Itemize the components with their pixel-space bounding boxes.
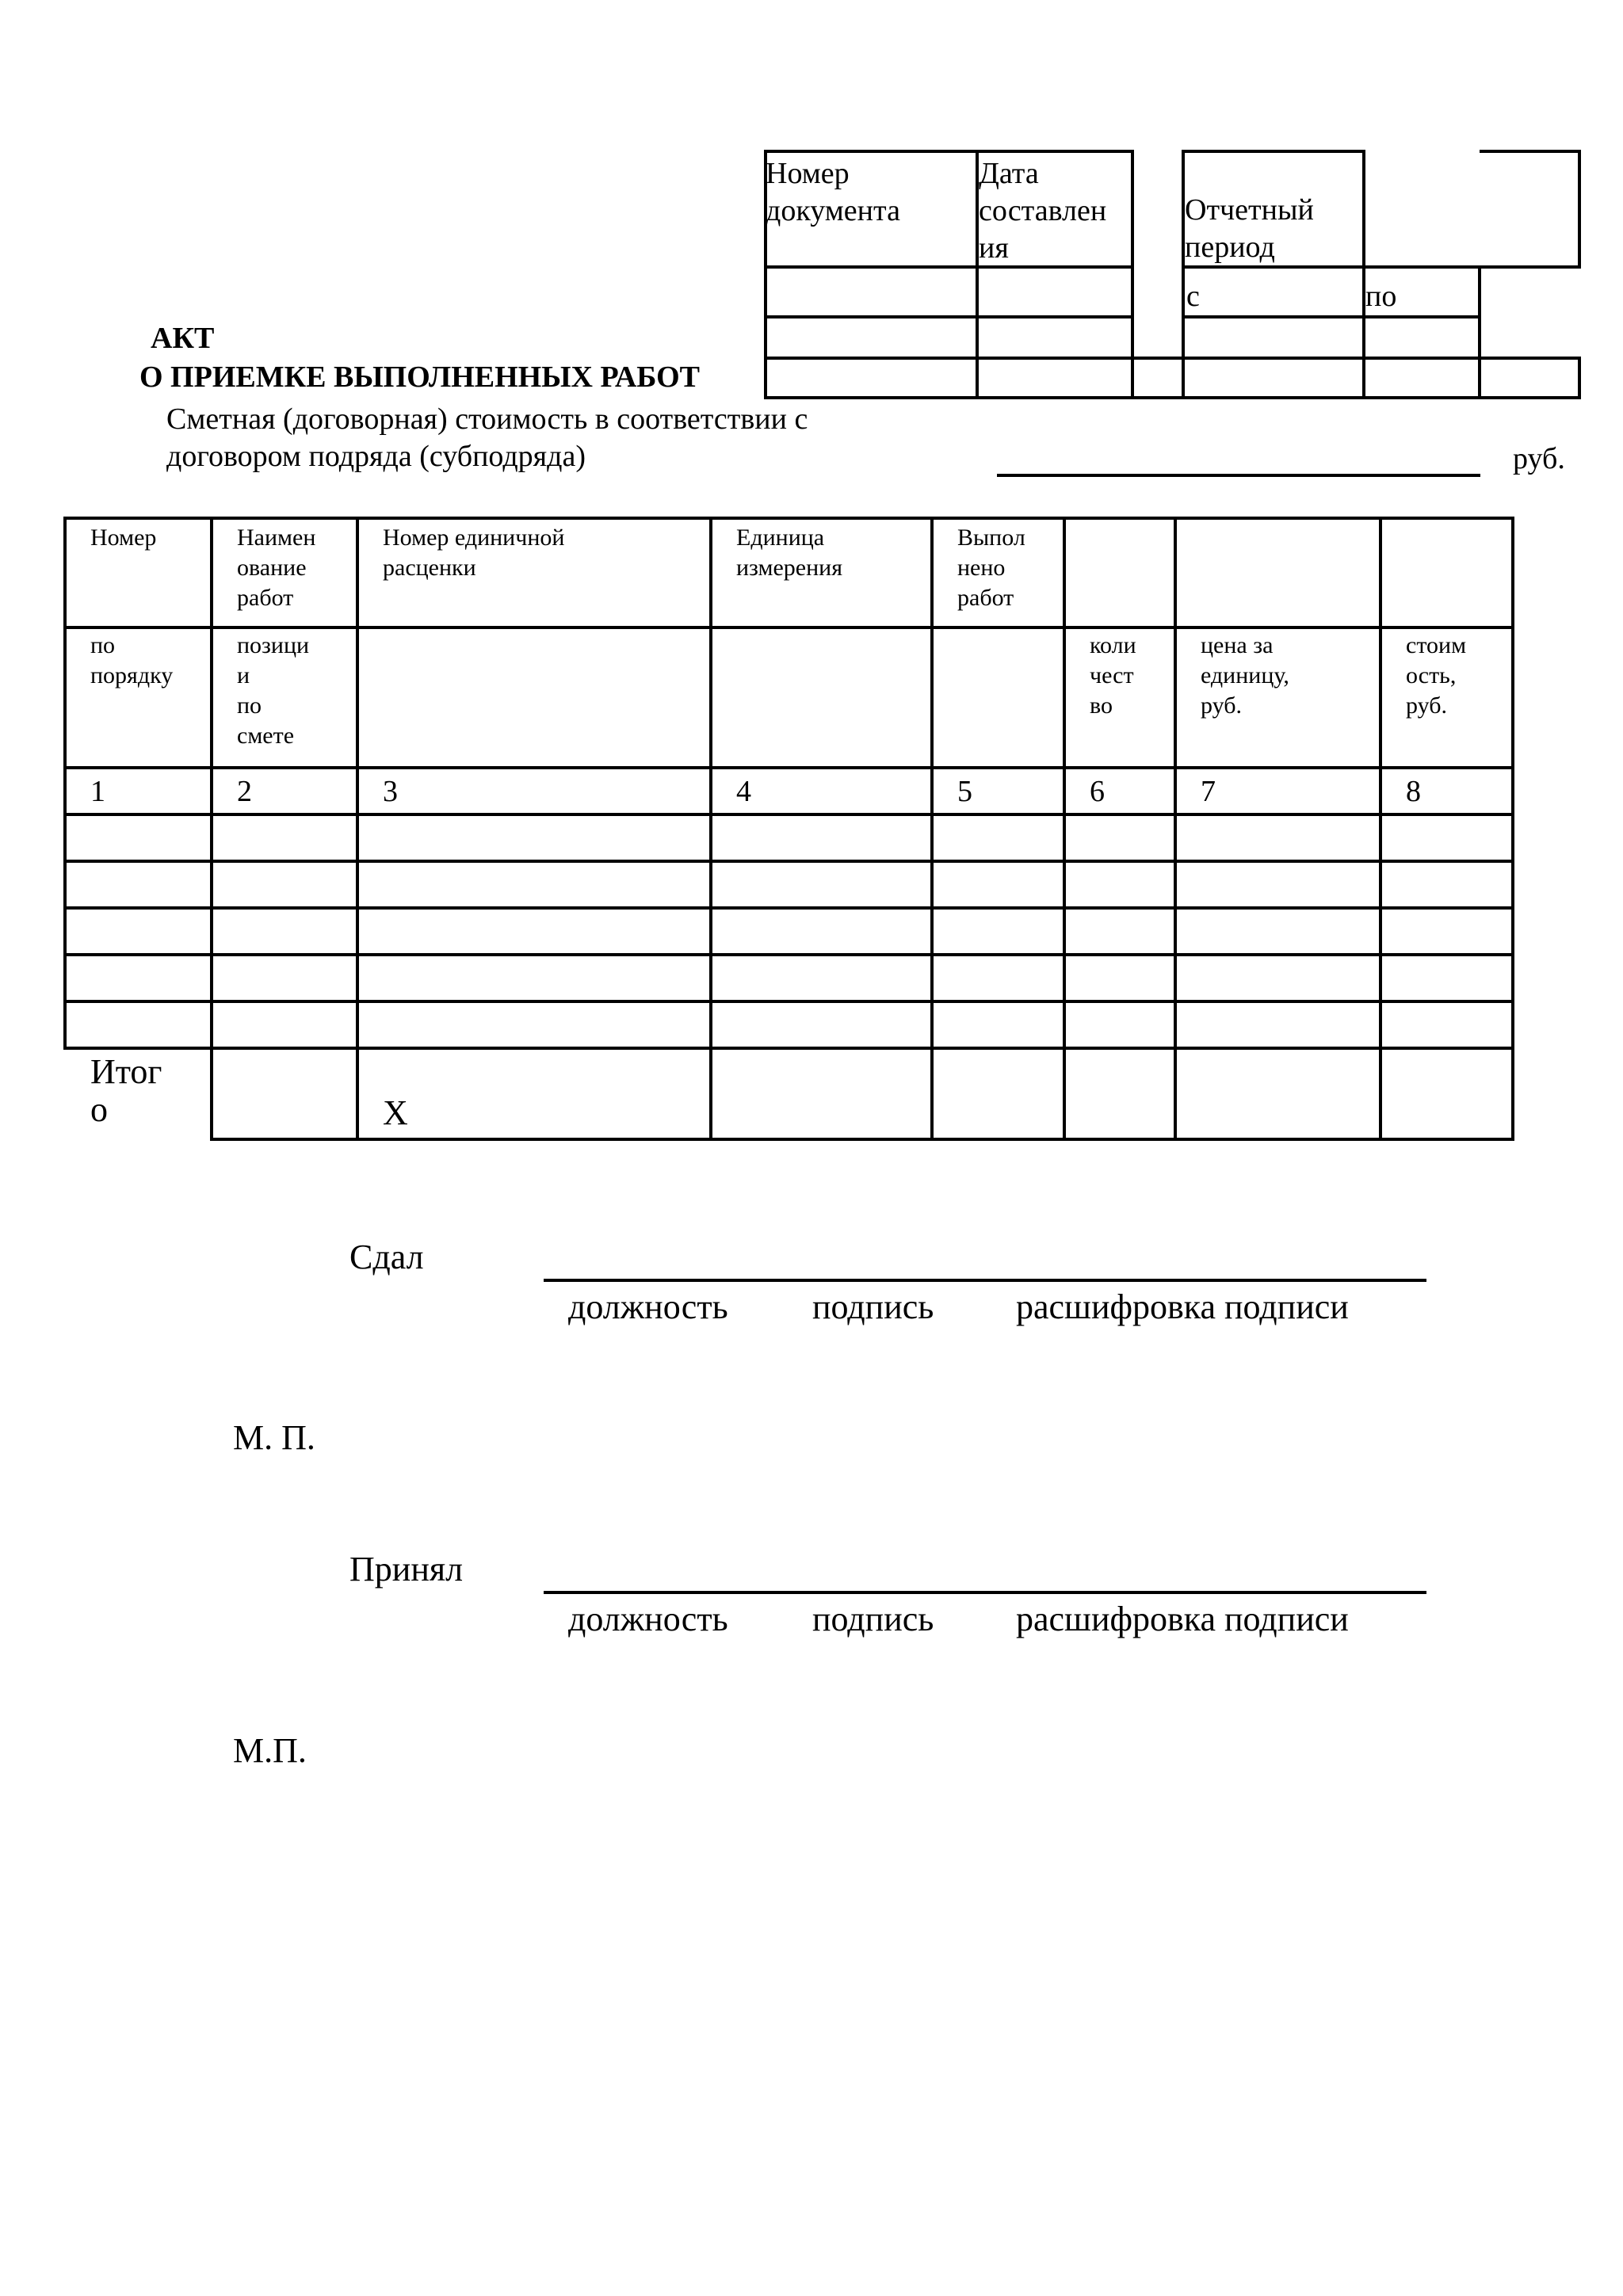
table-header-cell bbox=[1381, 518, 1513, 627]
table-cell[interactable] bbox=[357, 955, 711, 1001]
cost-text: Сметная (договорная) стоимость в соответствии с договором подряда (субподряда) bbox=[166, 402, 808, 473]
total-mark-cell bbox=[357, 1048, 711, 1139]
table-row bbox=[65, 955, 1513, 1001]
table-cell[interactable] bbox=[212, 955, 357, 1001]
stamp-place-1: М. П. bbox=[233, 1418, 315, 1457]
table-cell[interactable] bbox=[65, 955, 212, 1001]
table-header-cell: Единица измерения bbox=[711, 518, 932, 627]
table-header-cell: Номер единичной расценки bbox=[357, 518, 711, 627]
caption-name: расшифровка подписи bbox=[1016, 1600, 1349, 1638]
table-cell[interactable] bbox=[357, 1001, 711, 1048]
table-header-row bbox=[65, 518, 1513, 627]
table-cell[interactable] bbox=[357, 814, 711, 861]
table-header-cell: Наимен ование работ bbox=[212, 518, 357, 627]
accepted-signature-line[interactable] bbox=[544, 1591, 1426, 1594]
total-mark: Х bbox=[383, 1093, 408, 1132]
table-cell[interactable] bbox=[357, 861, 711, 908]
table-cell[interactable] bbox=[212, 1048, 357, 1139]
period-label: Отчетный период bbox=[1185, 193, 1314, 264]
table-cell[interactable] bbox=[212, 1001, 357, 1048]
stamp-place-2: М.П. bbox=[233, 1731, 307, 1770]
table-cell[interactable] bbox=[357, 908, 711, 955]
table-cell[interactable] bbox=[711, 1048, 932, 1139]
table-cell[interactable] bbox=[1381, 1001, 1513, 1048]
table-row bbox=[65, 908, 1513, 955]
table-cell[interactable] bbox=[1175, 955, 1381, 1001]
table-header-cell bbox=[357, 627, 711, 768]
table-header-cell bbox=[932, 627, 1064, 768]
table-cell[interactable] bbox=[711, 861, 932, 908]
caption-signature: подпись bbox=[812, 1287, 934, 1326]
period-to-label: по bbox=[1365, 280, 1397, 313]
column-number-cell: 3 bbox=[357, 768, 711, 814]
table-header-cell: Номер bbox=[65, 518, 212, 627]
table-cell[interactable] bbox=[1175, 1048, 1381, 1139]
table-header-cell: стоим ость, руб. bbox=[1381, 627, 1513, 768]
table-cell[interactable] bbox=[711, 814, 932, 861]
table-cell[interactable] bbox=[1381, 908, 1513, 955]
column-number-row bbox=[65, 768, 1513, 814]
table-cell[interactable] bbox=[932, 861, 1064, 908]
table-cell[interactable] bbox=[65, 814, 212, 861]
column-number-cell: 6 bbox=[1064, 768, 1175, 814]
table-cell[interactable] bbox=[1175, 1001, 1381, 1048]
works-table bbox=[63, 517, 1514, 1141]
table-cell[interactable] bbox=[1064, 908, 1175, 955]
caption-signature: подпись bbox=[812, 1600, 934, 1638]
table-cell[interactable] bbox=[1381, 1048, 1513, 1139]
handed-signature-line[interactable] bbox=[544, 1279, 1426, 1282]
period-from-label: с bbox=[1186, 280, 1200, 313]
table-header-cell: коли чест во bbox=[1064, 627, 1175, 768]
table-cell[interactable] bbox=[932, 814, 1064, 861]
table-cell[interactable] bbox=[65, 1001, 212, 1048]
table-cell[interactable] bbox=[711, 955, 932, 1001]
table-cell[interactable] bbox=[1175, 908, 1381, 955]
table-subheader-row bbox=[65, 627, 1513, 768]
cost-underline bbox=[997, 474, 1480, 477]
table-cell[interactable] bbox=[932, 1048, 1064, 1139]
act-title: АКТ bbox=[151, 322, 215, 355]
caption-position: должность bbox=[568, 1600, 728, 1638]
total-row bbox=[65, 1048, 1513, 1139]
table-cell[interactable] bbox=[1064, 955, 1175, 1001]
table-cell[interactable] bbox=[1064, 1001, 1175, 1048]
table-cell[interactable] bbox=[1064, 861, 1175, 908]
table-header-cell bbox=[711, 627, 932, 768]
cost-currency: руб. bbox=[1513, 442, 1565, 475]
column-number-cell: 2 bbox=[212, 768, 357, 814]
table-header-cell bbox=[1175, 518, 1381, 627]
date-label: Дата составлен ия bbox=[979, 157, 1107, 265]
table-header-cell bbox=[1064, 518, 1175, 627]
column-number-cell: 1 bbox=[65, 768, 212, 814]
table-cell[interactable] bbox=[1381, 861, 1513, 908]
table-cell[interactable] bbox=[65, 861, 212, 908]
table-cell[interactable] bbox=[1381, 955, 1513, 1001]
table-cell[interactable] bbox=[1381, 814, 1513, 861]
table-header-cell: цена за единицу, руб. bbox=[1175, 627, 1381, 768]
column-number-cell: 5 bbox=[932, 768, 1064, 814]
table-cell[interactable] bbox=[1064, 1048, 1175, 1139]
caption-position: должность bbox=[568, 1287, 728, 1326]
table-cell[interactable] bbox=[212, 861, 357, 908]
table-cell[interactable] bbox=[932, 1001, 1064, 1048]
table-header-cell: позици и по смете bbox=[212, 627, 357, 768]
accepted-label: Принял bbox=[349, 1550, 464, 1589]
table-cell[interactable] bbox=[65, 908, 212, 955]
caption-name: расшифровка подписи bbox=[1016, 1287, 1349, 1326]
total-label-cell bbox=[65, 1048, 212, 1139]
doc-number-label: Номер документа bbox=[766, 157, 900, 227]
column-number-cell: 8 bbox=[1381, 768, 1513, 814]
table-header-cell: Выпол нено работ bbox=[932, 518, 1064, 627]
column-number-cell: 4 bbox=[711, 768, 932, 814]
table-cell[interactable] bbox=[932, 908, 1064, 955]
act-subtitle: О ПРИЕМКЕ ВЫПОЛНЕННЫХ РАБОТ bbox=[139, 360, 701, 394]
table-row bbox=[65, 1001, 1513, 1048]
table-row bbox=[65, 861, 1513, 908]
table-cell[interactable] bbox=[212, 814, 357, 861]
table-cell[interactable] bbox=[1175, 814, 1381, 861]
table-cell[interactable] bbox=[711, 1001, 932, 1048]
table-cell[interactable] bbox=[1175, 861, 1381, 908]
table-row bbox=[65, 814, 1513, 861]
total-label: Итог о bbox=[90, 1052, 162, 1129]
table-cell[interactable] bbox=[212, 908, 357, 955]
table-cell[interactable] bbox=[932, 955, 1064, 1001]
table-header-cell: по порядку bbox=[65, 627, 212, 768]
column-number-cell: 7 bbox=[1175, 768, 1381, 814]
table-cell[interactable] bbox=[711, 908, 932, 955]
handed-label: Сдал bbox=[349, 1238, 424, 1276]
table-cell[interactable] bbox=[1064, 814, 1175, 861]
